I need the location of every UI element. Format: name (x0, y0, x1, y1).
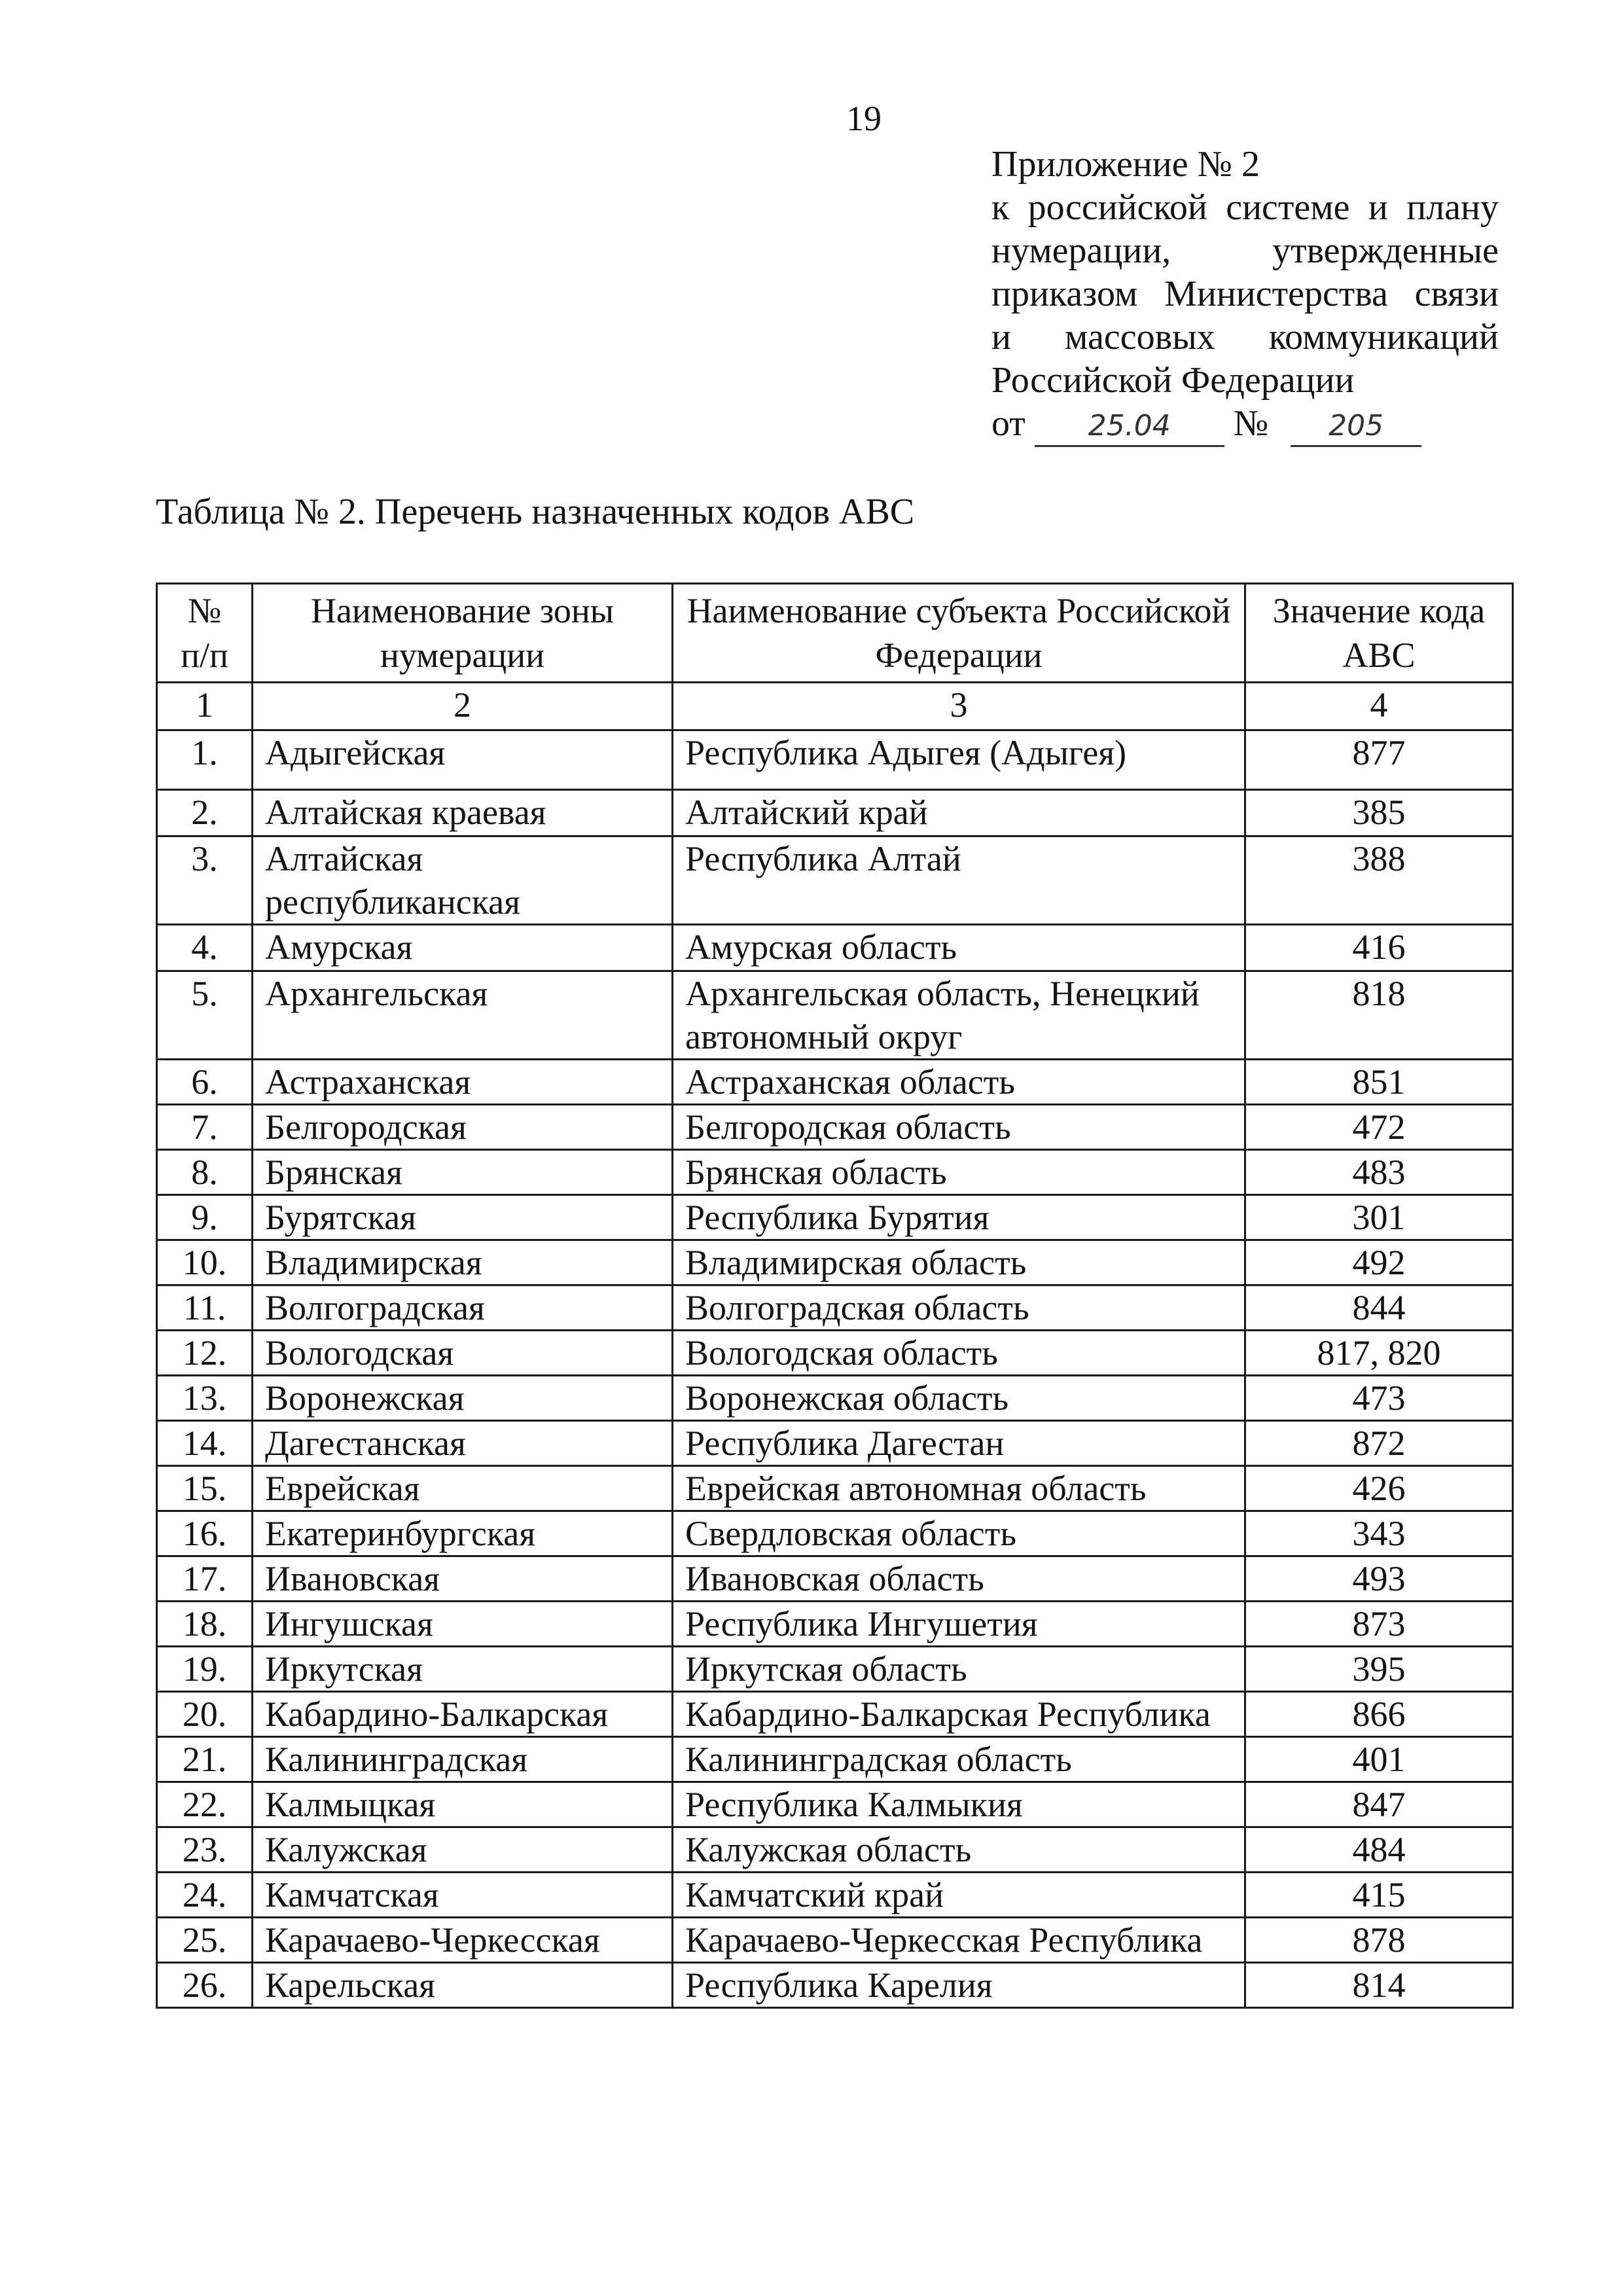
subject-name: Республика Алтай (673, 836, 1245, 925)
zone-name: Белгородская (253, 1105, 673, 1150)
table-row (157, 1060, 1513, 1105)
table-body (157, 730, 1513, 2008)
abc-code: 395 (1245, 1647, 1513, 1692)
table-row (157, 1692, 1513, 1737)
zone-name: Брянская (253, 1150, 673, 1195)
table-row (157, 925, 1513, 971)
subject-name: Воронежская область (673, 1376, 1245, 1421)
abc-code: 872 (1245, 1421, 1513, 1466)
row-number: 10. (157, 1240, 253, 1285)
subject-name: Волгоградская область (673, 1285, 1245, 1331)
table-row (157, 1285, 1513, 1331)
table-row (157, 1737, 1513, 1782)
table-row (157, 1195, 1513, 1240)
abc-code: 878 (1245, 1918, 1513, 1963)
row-number: 8. (157, 1150, 253, 1195)
zone-name: Волгоградская (253, 1285, 673, 1331)
subject-name: Республика Калмыкия (673, 1782, 1245, 1827)
subject-name: Камчатский край (673, 1873, 1245, 1918)
subject-name: Иркутская область (673, 1647, 1245, 1692)
zone-name: Карачаево-Черкесская (253, 1918, 673, 1963)
header-zone: Наименование зоны нумерации (253, 584, 673, 683)
row-number: 23. (157, 1827, 253, 1873)
column-number-row (157, 683, 1513, 730)
appendix-line: и массовых коммуникаций (991, 317, 1499, 357)
row-number: 24. (157, 1873, 253, 1918)
abc-code: 851 (1245, 1060, 1513, 1105)
column-number: 4 (1245, 683, 1513, 730)
zone-name: Архангельская (253, 971, 673, 1060)
zone-name: Ивановская (253, 1556, 673, 1602)
row-number: 12. (157, 1331, 253, 1376)
subject-name: Республика Ингушетия (673, 1602, 1245, 1647)
subject-name: Брянская область (673, 1150, 1245, 1195)
appendix-line: Российской Федерации (991, 360, 1355, 401)
abc-code: 818 (1245, 971, 1513, 1060)
subject-name: Астраханская область (673, 1060, 1245, 1105)
zone-name: Карельская (253, 1963, 673, 2008)
subject-name: Белгородская область (673, 1105, 1245, 1150)
zone-name: Иркутская (253, 1647, 673, 1692)
row-number: 6. (157, 1060, 253, 1105)
abc-code: 817, 820 (1245, 1331, 1513, 1376)
row-number: 13. (157, 1376, 253, 1421)
subject-name: Республика Дагестан (673, 1421, 1245, 1466)
zone-name: Калужская (253, 1827, 673, 1873)
column-number: 3 (673, 683, 1245, 730)
zone-name: Камчатская (253, 1873, 673, 1918)
table-row (157, 1240, 1513, 1285)
table-caption: Таблица № 2. Перечень назначенных кодов АВС (156, 492, 915, 532)
abc-code: 385 (1245, 790, 1513, 836)
zone-name: Адыгейская (253, 730, 673, 790)
subject-name: Амурская область (673, 925, 1245, 971)
table-row (157, 971, 1513, 1060)
abc-code: 472 (1245, 1105, 1513, 1150)
abc-code: 426 (1245, 1466, 1513, 1511)
subject-name: Владимирская область (673, 1240, 1245, 1285)
abc-code: 388 (1245, 836, 1513, 925)
table-row (157, 1331, 1513, 1376)
appendix-line: приказом Министерства связи (991, 274, 1499, 314)
zone-name: Алтайская республиканская (253, 836, 673, 925)
abc-code: 492 (1245, 1240, 1513, 1285)
subject-name: Калининградская область (673, 1737, 1245, 1782)
row-number: 4. (157, 925, 253, 971)
order-reference (991, 402, 1499, 447)
subject-name: Алтайский край (673, 790, 1245, 836)
zone-name: Кабардино-Балкарская (253, 1692, 673, 1737)
zone-name: Воронежская (253, 1376, 673, 1421)
row-number: 11. (157, 1285, 253, 1331)
abc-code: 844 (1245, 1285, 1513, 1331)
table-row (157, 1105, 1513, 1150)
row-number: 3. (157, 836, 253, 925)
zone-name: Еврейская (253, 1466, 673, 1511)
abc-code: 493 (1245, 1556, 1513, 1602)
table-row (157, 836, 1513, 925)
row-number: 5. (157, 971, 253, 1060)
appendix-line: нумерации, утвержденные (991, 230, 1499, 271)
subject-name: Архангельская область, Ненецкий автономный округ (673, 971, 1245, 1060)
header-subject: Наименование субъекта Российской Федерации (673, 584, 1245, 683)
subject-name: Республика Бурятия (673, 1195, 1245, 1240)
header-number: № п/п (157, 584, 253, 683)
abc-code: 483 (1245, 1150, 1513, 1195)
row-number: 16. (157, 1511, 253, 1556)
row-number: 9. (157, 1195, 253, 1240)
subject-name: Ивановская область (673, 1556, 1245, 1602)
table-row (157, 1466, 1513, 1511)
zone-name: Калмыцкая (253, 1782, 673, 1827)
from-label: от (991, 403, 1026, 444)
row-number: 1. (157, 730, 253, 790)
table-row (157, 790, 1513, 836)
abc-code: 401 (1245, 1737, 1513, 1782)
table-row (157, 1873, 1513, 1918)
subject-name: Карачаево-Черкесская Республика (673, 1918, 1245, 1963)
abc-code: 873 (1245, 1602, 1513, 1647)
appendix-block (991, 143, 1499, 447)
abc-codes-table (156, 583, 1514, 2009)
row-number: 21. (157, 1737, 253, 1782)
row-number: 19. (157, 1647, 253, 1692)
abc-code: 343 (1245, 1511, 1513, 1556)
abc-code: 473 (1245, 1376, 1513, 1421)
abc-code: 415 (1245, 1873, 1513, 1918)
table-row (157, 1556, 1513, 1602)
abc-code: 814 (1245, 1963, 1513, 2008)
zone-name: Дагестанская (253, 1421, 673, 1466)
table-row (157, 1511, 1513, 1556)
abc-code: 416 (1245, 925, 1513, 971)
number-label: № (1233, 403, 1269, 444)
subject-name: Республика Карелия (673, 1963, 1245, 2008)
table-row (157, 1150, 1513, 1195)
row-number: 20. (157, 1692, 253, 1737)
zone-name: Калининградская (253, 1737, 673, 1782)
subject-name: Вологодская область (673, 1331, 1245, 1376)
row-number: 7. (157, 1105, 253, 1150)
abc-code: 877 (1245, 730, 1513, 790)
abc-code: 301 (1245, 1195, 1513, 1240)
zone-name: Алтайская краевая (253, 790, 673, 836)
table-row (157, 1963, 1513, 2008)
zone-name: Ингушская (253, 1602, 673, 1647)
table-row (157, 1782, 1513, 1827)
appendix-title: Приложение № 2 (991, 144, 1260, 185)
subject-name: Еврейская автономная область (673, 1466, 1245, 1511)
subject-name: Кабардино-Балкарская Республика (673, 1692, 1245, 1737)
zone-name: Бурятская (253, 1195, 673, 1240)
table-row (157, 1827, 1513, 1873)
abc-code: 484 (1245, 1827, 1513, 1873)
table-row (157, 1918, 1513, 1963)
zone-name: Астраханская (253, 1060, 673, 1105)
appendix-line: к российской системе и плану (991, 187, 1499, 228)
row-number: 26. (157, 1963, 253, 2008)
subject-name: Свердловская область (673, 1511, 1245, 1556)
header-code: Значение кода АВС (1245, 584, 1513, 683)
zone-name: Владимирская (253, 1240, 673, 1285)
abc-code: 847 (1245, 1782, 1513, 1827)
column-number: 2 (253, 683, 673, 730)
abc-code: 866 (1245, 1692, 1513, 1737)
zone-name: Вологодская (253, 1331, 673, 1376)
table-row (157, 1376, 1513, 1421)
zone-name: Амурская (253, 925, 673, 971)
table-header-row (157, 584, 1513, 683)
handwritten-date: 25.04 (1035, 407, 1224, 447)
handwritten-number: 205 (1291, 407, 1421, 447)
table-row (157, 730, 1513, 790)
row-number: 18. (157, 1602, 253, 1647)
table-row (157, 1647, 1513, 1692)
page-number: 19 (846, 99, 882, 138)
column-number: 1 (157, 683, 253, 730)
row-number: 25. (157, 1918, 253, 1963)
row-number: 15. (157, 1466, 253, 1511)
zone-name: Екатеринбургская (253, 1511, 673, 1556)
row-number: 2. (157, 790, 253, 836)
row-number: 17. (157, 1556, 253, 1602)
subject-name: Республика Адыгея (Адыгея) (673, 730, 1245, 790)
subject-name: Калужская область (673, 1827, 1245, 1873)
table-row (157, 1421, 1513, 1466)
table-row (157, 1602, 1513, 1647)
row-number: 14. (157, 1421, 253, 1466)
row-number: 22. (157, 1782, 253, 1827)
